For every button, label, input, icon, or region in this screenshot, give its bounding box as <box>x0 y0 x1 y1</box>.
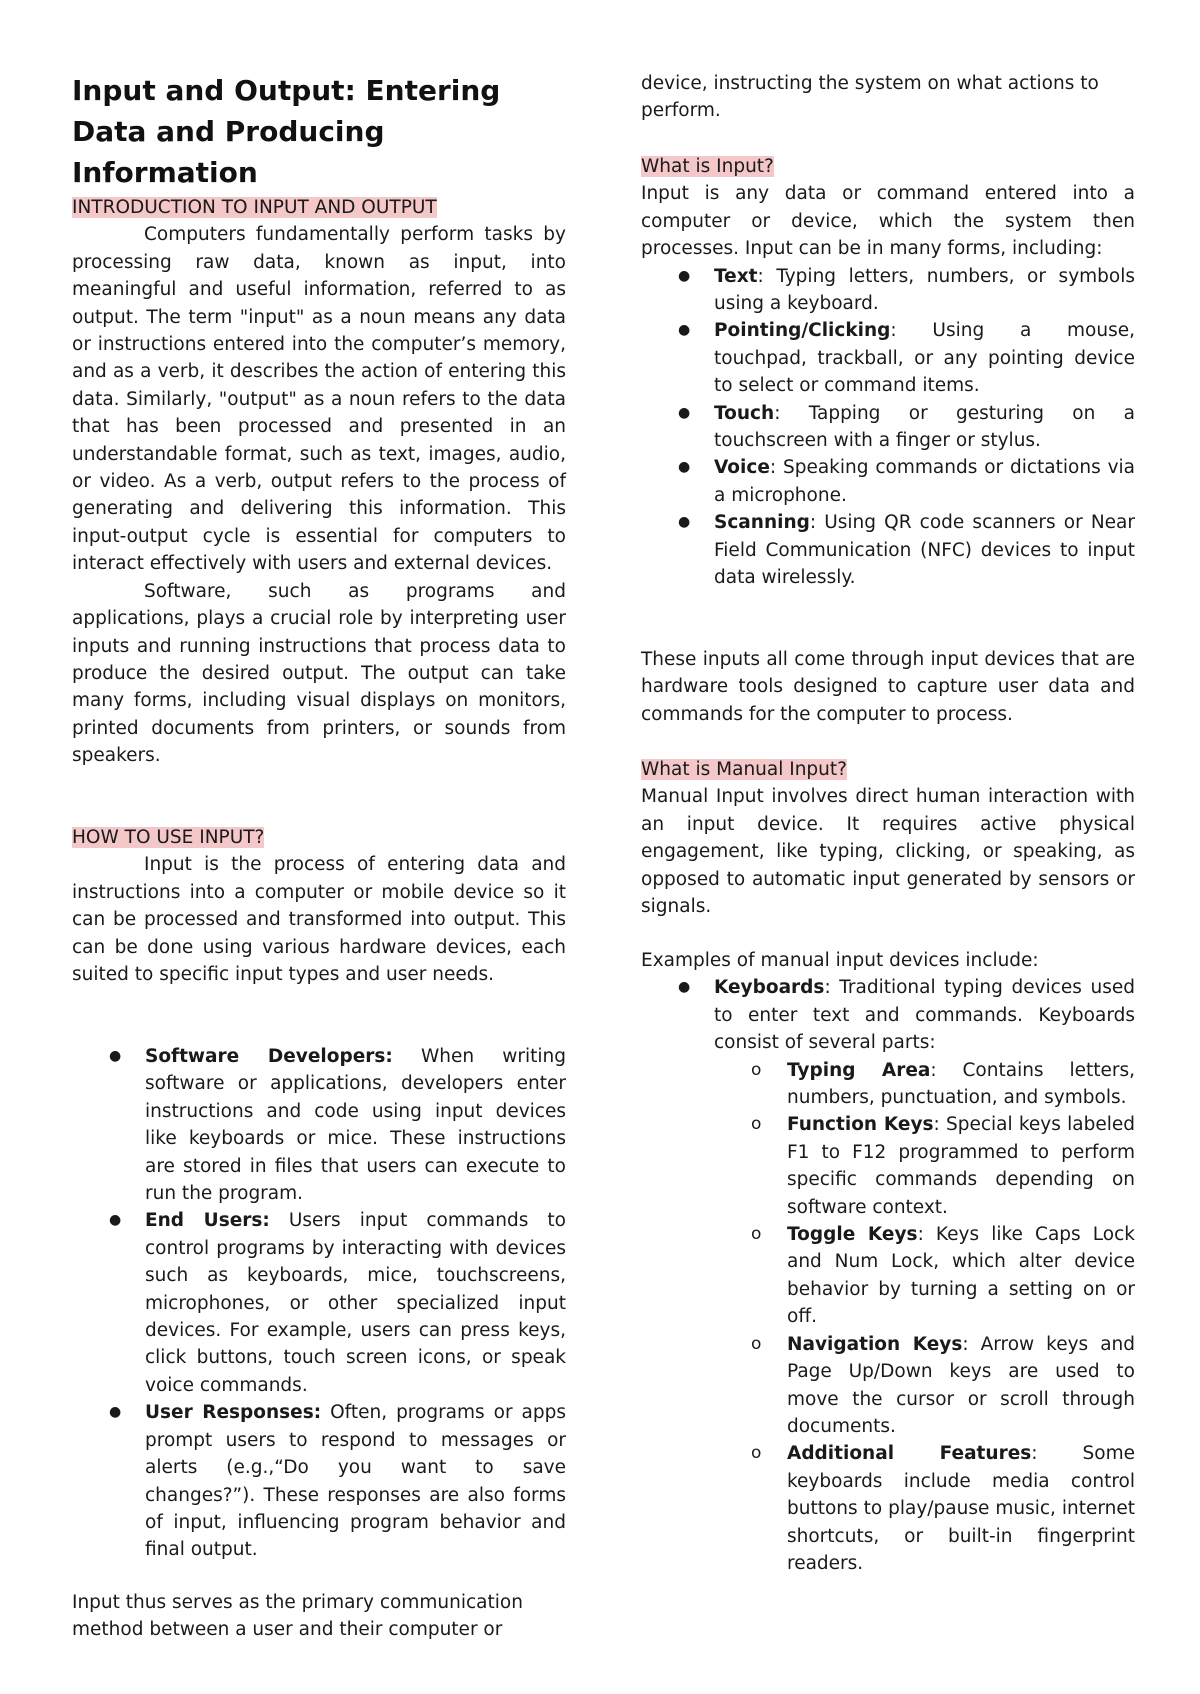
intro-paragraph-1: Computers fundamentally perform tasks by processing raw data, known as input, into meaningful and useful information, referred to as output. The term "input" as a noun means any data or instructions entered into the computer’s memory, and as a verb, it describes the action of entering this data. Similarly, "output" as a noun refers to the data that has been processed and presented in an understandable format, such as text, images, audio, or video. As a verb, output refers to the process of generating and delivering this information. This input-output cycle is essential for computers to interact effectively with users and external devices. <box>72 224 566 575</box>
what-is-input-heading: What is Input? <box>641 156 774 177</box>
closing-paragraph: Input thus serves as the primary communication method between a user and their computer or <box>72 1592 523 1641</box>
sub-list-item-text: : Some keyboards include media control buttons to play/pause music, internet shortcuts, or built-in fingerprint readers. <box>787 1443 1135 1574</box>
sub-list-item-term: Additional Features <box>787 1443 1032 1465</box>
list-item-term: Pointing/Clicking <box>714 320 891 342</box>
list-item <box>641 317 1135 399</box>
sub-list-item-term: Typing Area <box>787 1059 931 1081</box>
page-title: Input and Output: Entering Data and Producing Information <box>72 74 501 189</box>
intro-heading: INTRODUCTION TO INPUT AND OUTPUT <box>72 197 437 218</box>
sub-list-item-text: : Contains letters, numbers, punctuation, and symbols. <box>787 1059 1135 1109</box>
sub-list-item-text: : Arrow keys and Page Up/Down keys are used to move the cursor or scroll through documents. <box>787 1333 1135 1437</box>
input-devices-paragraph: These inputs all come through input devices that are hardware tools designed to capture user data and commands for the computer to process. <box>641 649 1135 725</box>
list-item-term: Voice <box>714 457 770 479</box>
list-item-text: When writing software or applications, developers enter instructions and code using input devices like keyboards or mice. These instructions are stored in files that users can execute to run the program. <box>145 1046 567 1205</box>
list-item-text: : Using QR code scanners or Near Field Communication (NFC) devices to input data wirelessly. <box>714 512 1135 589</box>
list-item-term: End Users: <box>145 1210 270 1232</box>
list-item <box>641 263 1135 318</box>
howto-section <box>72 824 566 988</box>
sub-list-item <box>714 1057 1135 1112</box>
list-item-term: User Responses: <box>145 1402 322 1424</box>
list-item <box>641 974 1135 1577</box>
list-item <box>72 1207 566 1399</box>
list-item-text: : Speaking commands or dictations via a microphone. <box>714 457 1135 506</box>
howto-paragraph: Input is the process of entering data and instructions into a computer or mobile device so it can be processed and transformed into output. This can be done using various hardware devices, each suited to specific input types and user needs. <box>72 854 566 986</box>
list-item <box>641 400 1135 455</box>
list-item <box>72 1399 566 1563</box>
sub-list-item <box>714 1221 1135 1331</box>
sub-list-item <box>714 1440 1135 1577</box>
list-item-term: Software Developers: <box>145 1046 393 1067</box>
user-types-list <box>72 1043 566 1564</box>
sub-list-item-text: : Keys like Caps Lock and Num Lock, which alter device behavior by turning a setting on or off. <box>787 1224 1135 1328</box>
examples-intro: Examples of manual input devices include: <box>641 950 1039 971</box>
sub-list-item <box>714 1111 1135 1221</box>
list-item-text: Often, programs or apps prompt users to respond to messages or alerts (e.g.,“Do you want to save changes?”). These responses are also forms of input, influencing program behavior and final output. <box>145 1402 566 1561</box>
list-item-term: Scanning <box>714 512 810 534</box>
list-item-text: : Traditional typing devices used to enter text and commands. Keyboards consist of several parts: <box>714 977 1135 1054</box>
list-item-text: Users input commands to control programs by interacting with devices such as keyboards, mice, touchscreens, microphones, or other specialized input devices. For example, users can press keys, click buttons, touch screen icons, or speak voice commands. <box>145 1210 566 1396</box>
sub-list-item <box>714 1331 1135 1441</box>
list-item <box>641 509 1135 591</box>
howto-heading: HOW TO USE INPUT? <box>72 827 265 848</box>
right-column <box>641 0 1135 1694</box>
list-item <box>641 454 1135 509</box>
left-column <box>72 0 566 1694</box>
list-item <box>72 1043 566 1207</box>
list-item-term: Touch <box>714 402 775 424</box>
list-item-text: : Using a mouse, touchpad, trackball, or any pointing device to select or command items. <box>714 320 1135 397</box>
continued-paragraph: device, instructing the system on what actions to perform. <box>641 73 1099 122</box>
what-is-input-paragraph: Input is any data or command entered into a computer or device, which the system then processes. Input can be in many forms, including: <box>641 183 1135 260</box>
list-item-text: : Tapping or gesturing on a touchscreen with a finger or stylus. <box>714 402 1135 452</box>
sub-list-item-term: Toggle Keys <box>787 1224 918 1246</box>
intro-paragraph-2: Software, such as programs and applications, plays a crucial role by interpreting user inputs and running instructions that process data to produce the desired output. The output can take many forms, including visual displays on monitors, printed documents from printers, or sounds from speakers. <box>72 580 566 767</box>
intro-section <box>72 194 566 770</box>
sub-list-item-text: : Special keys labeled F1 to F12 programmed to perform specific commands depending on software context. <box>787 1114 1135 1218</box>
examples-section <box>641 947 1135 1577</box>
sub-list-item-term: Navigation Keys <box>787 1333 963 1355</box>
what-is-input-section <box>641 153 1135 592</box>
sub-list-item-term: Function Keys <box>787 1114 934 1136</box>
list-item-term: Keyboards <box>714 977 825 999</box>
manual-input-paragraph: Manual Input involves direct human interaction with an input device. It requires active physical engagement, like typing, clicking, or speaking, as opposed to automatic input generated by sensors or signals. <box>641 786 1135 918</box>
manual-input-section <box>641 756 1135 920</box>
manual-input-heading: What is Manual Input? <box>641 759 847 780</box>
list-item-text: : Typing letters, numbers, or symbols using a keyboard. <box>714 265 1135 315</box>
list-item-term: Text <box>714 265 758 287</box>
